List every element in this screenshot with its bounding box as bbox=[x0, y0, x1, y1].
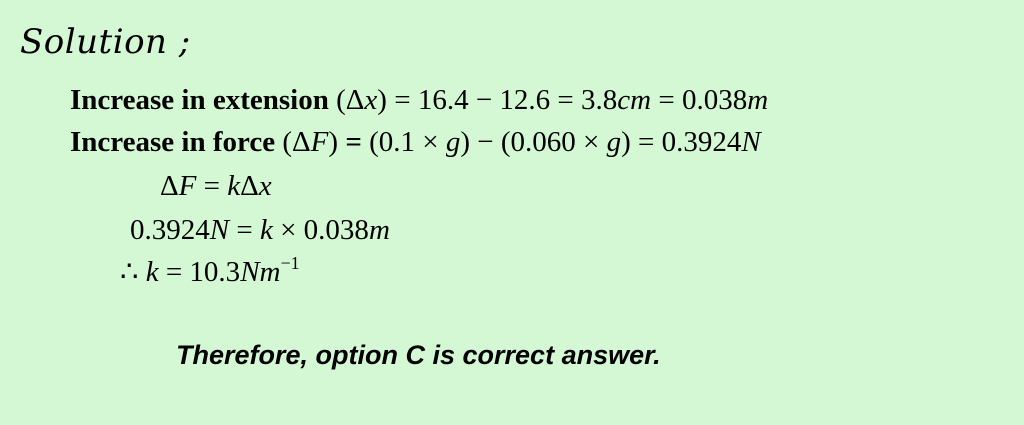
extension-symbol-open: (Δ bbox=[328, 84, 365, 116]
extension-unit-cm: cm bbox=[617, 84, 652, 116]
extension-symbol-close: ) bbox=[377, 84, 395, 116]
formula-mid: = bbox=[196, 170, 228, 202]
extension-label: Increase in extension bbox=[70, 84, 329, 116]
substitution-var-k: k bbox=[259, 214, 273, 246]
force-term1-close: ) − (0.060 × bbox=[460, 126, 607, 158]
force-symbol-var: F bbox=[310, 126, 329, 158]
substitution-times: × 0.038 bbox=[272, 214, 369, 246]
force-symbol-close: ) bbox=[328, 126, 339, 158]
result-unit: Nm bbox=[240, 256, 281, 288]
extension-equals: = 0.038 bbox=[651, 84, 748, 116]
formula-var-k: k bbox=[227, 170, 241, 202]
force-symbol-open: (Δ bbox=[275, 126, 311, 158]
result-line bbox=[120, 253, 300, 288]
formula-line bbox=[160, 172, 272, 201]
force-eq-sign: = bbox=[338, 126, 370, 158]
formula-delta1: Δ bbox=[160, 170, 179, 202]
formula-delta2: Δ bbox=[240, 170, 259, 202]
force-label: Increase in force bbox=[70, 126, 276, 158]
substitution-mid: = bbox=[229, 214, 260, 246]
result-exponent: −1 bbox=[280, 253, 300, 273]
extension-equation: = 16.4 − 12.6 = 3.8 bbox=[394, 84, 618, 116]
substitution-unit-m: m bbox=[368, 214, 390, 246]
formula-var-x: x bbox=[258, 170, 272, 202]
extension-unit-m: m bbox=[747, 84, 769, 116]
substitution-line bbox=[130, 216, 390, 245]
formula-var-f: F bbox=[178, 170, 197, 202]
force-term1-open: (0.1 × bbox=[369, 126, 446, 158]
result-eq: = 10.3 bbox=[158, 256, 241, 288]
substitution-value: 0.3924 bbox=[130, 214, 210, 246]
therefore-symbol: ∴ bbox=[120, 256, 146, 288]
extension-line bbox=[70, 86, 768, 115]
force-term2-var: g bbox=[606, 126, 622, 158]
substitution-unit-n: N bbox=[209, 214, 230, 246]
conclusion-text: Therefore, option C is correct answer. bbox=[176, 340, 661, 370]
force-unit: N bbox=[741, 126, 761, 158]
force-term2-close: ) = 0.3924 bbox=[621, 126, 742, 158]
extension-symbol-var: x bbox=[364, 84, 378, 116]
solution-heading: Solution ; bbox=[20, 22, 191, 62]
force-term1-var: g bbox=[445, 126, 461, 158]
force-line bbox=[70, 128, 761, 157]
result-var-k: k bbox=[145, 256, 159, 288]
